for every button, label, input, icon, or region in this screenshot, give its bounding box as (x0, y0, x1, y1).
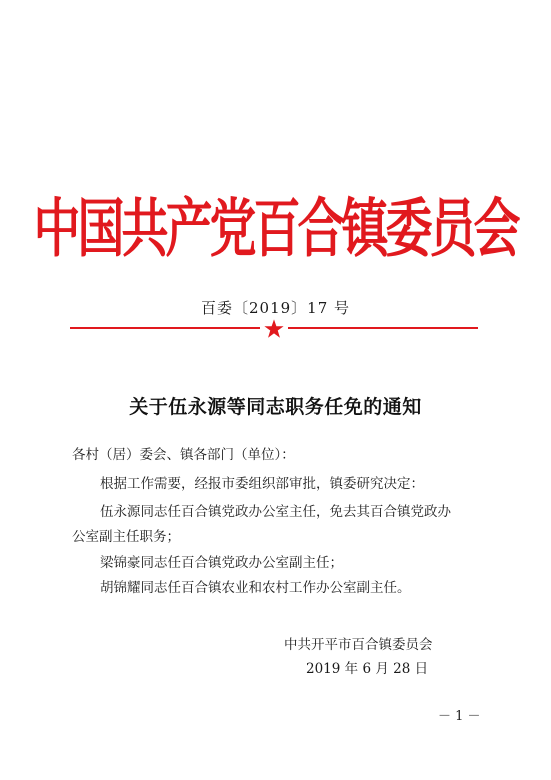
red-divider-right (288, 327, 478, 329)
paragraph-4: 胡锦耀同志任百合镇农业和农村工作办公室副主任。 (100, 580, 411, 596)
paragraph-2-line-1: 伍永源同志任百合镇党政办公室主任，免去其百合镇党政办 (100, 504, 451, 520)
signature-organization: 中共开平市百合镇委员会 (284, 637, 433, 653)
paragraph-3: 梁锦豪同志任百合镇党政办公室副主任； (100, 555, 343, 571)
document-title: 关于伍永源等同志职务任免的通知 (129, 396, 422, 418)
page-number: － 1 － (438, 709, 481, 724)
salutation: 各村（居）委会、镇各部门（单位）： (72, 447, 295, 463)
signature-date: 2019 年 6 月 28 日 (306, 661, 429, 677)
paragraph-2-line-2: 公室副主任职务； (72, 529, 180, 545)
document-number: 百委〔2019〕17 号 (200, 299, 351, 317)
issuing-organization-header: 中国共产党百合镇委员会 (33, 192, 518, 267)
red-divider-left (70, 327, 260, 329)
paragraph-1: 根据工作需要，经报市委组织部审批，镇委研究决定： (100, 476, 424, 492)
star-icon (263, 318, 285, 340)
